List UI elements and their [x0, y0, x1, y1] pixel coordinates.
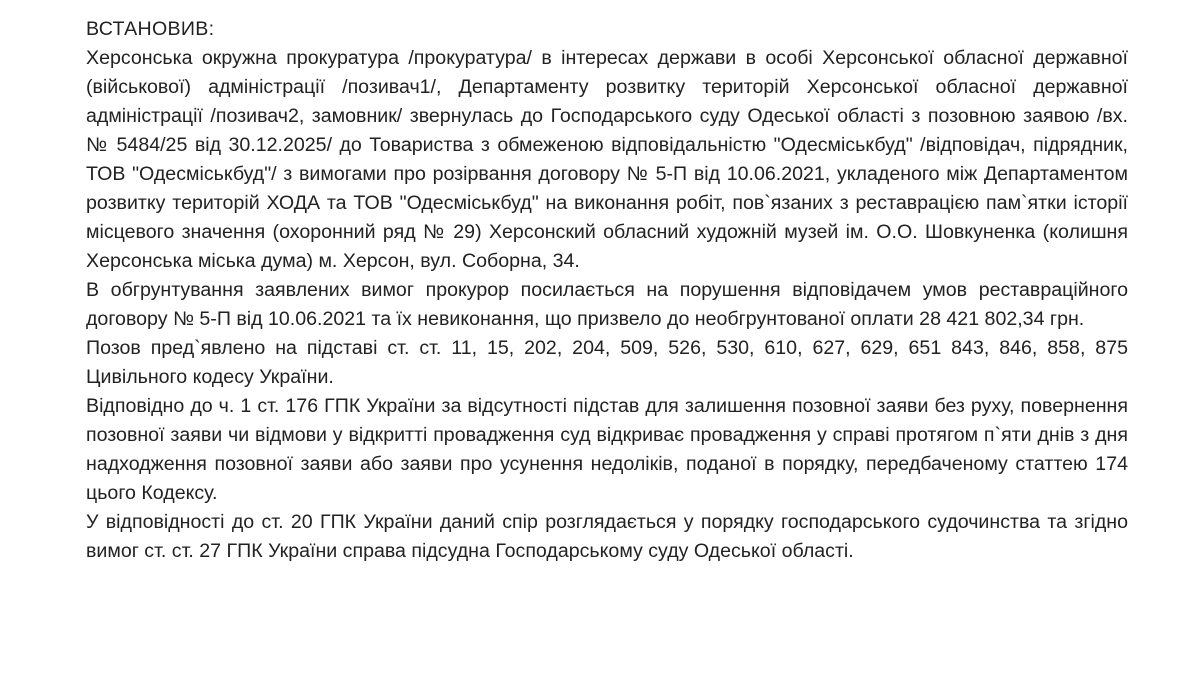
paragraph-legal-basis: Позов пред`явлено на підставі ст. ст. 11, 15, 202, 204, 509, 526, 530, 610, 627, 629, 651 843, 846, 858, 875 Цивільного кодесу України.	[86, 337, 1128, 388]
paragraph-grounds: В обгрунтування заявлених вимог прокурор посилається на порушення відповідачем умов реставраційного договору № 5-П від 10.06.2021 та їх невиконання, що призвело до необгрунтованої оплати 28 421 802,34 грн.	[86, 279, 1128, 330]
paragraph-jurisdiction: У відповідності до ст. 20 ГПК України даний спір розглядається у порядку господарського судочинства та згідно вимог ст. ст. 27 ГПК України справа підсудна Господарському суду Одеської області.	[86, 511, 1128, 562]
section-heading: ВСТАНОВИВ:	[86, 18, 215, 40]
document-page	[86, 0, 1128, 566]
paragraph-claim: Херсонська окружна прокуратура /прокуратура/ в інтересах держави в особі Херсонської обласної державної (військової) адміністрації /позивач1/, Департаменту розвитку територій Херсонської обласної державної адміністрації /позивач2, замовник/ звернулась до Господарського суду Одеської області з позовною заявою /вх. № 5484/25 від 30.12.2025/ до Товариства з обмеженою відповідальністю "Одесміськбуд" /відповідач, підрядник, ТОВ "Одесміськбуд"/ з вимогами про розірвання договору № 5-П від 10.06.2021, укладеного між Департаментом розвитку територій ХОДА та ТОВ "Одесміськбуд" на виконання робіт, пов`язаних з реставрацією пам`ятки історії місцевого значення (охоронний ряд № 29) Херсонский обласний художній музей ім. О.О. Шовкуненка (колишня Херсонська міська дума) м. Херсон, вул. Соборна, 34.	[86, 47, 1128, 272]
cut-off-line	[86, 0, 1128, 15]
paragraph-opening-proceedings: Відповідно до ч. 1 ст. 176 ГПК України за відсутності підстав для залишення позовної заяви без руху, повернення позовної заяви чи відмови у відкритті провадження суд відкриває провадження у справі протягом п`яти днів з дня надходження позовної заяви або заяви про усунення недоліків, поданої в порядку, передбаченому статтею 174 цього Кодексу.	[86, 395, 1128, 504]
